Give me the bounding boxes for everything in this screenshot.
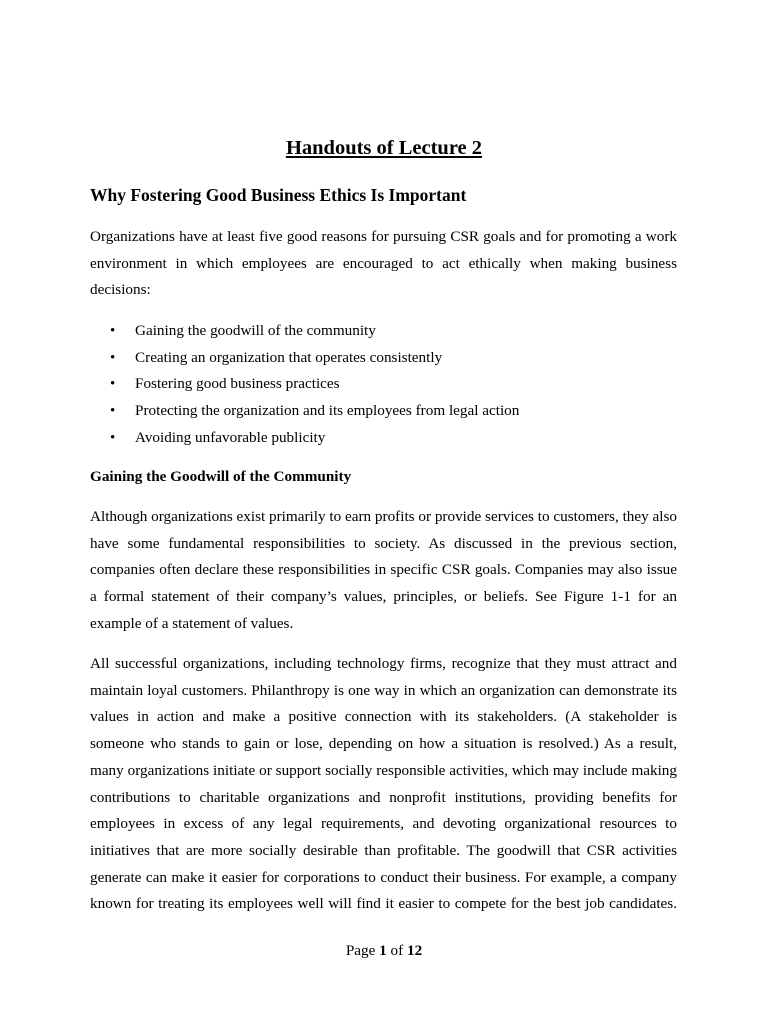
- list-item-text: Avoiding unfavorable publicity: [135, 428, 326, 446]
- page-title: Handouts of Lecture 2: [285, 137, 483, 159]
- page-footer: [0, 941, 768, 961]
- reasons-list: [90, 318, 519, 451]
- list-item: [90, 425, 519, 452]
- body-paragraph: Although organizations exist primarily to earn profits or provide services to customers, they also have some fundamental responsibilities to society. As discussed in the previous section, companies often declare these responsibilities in specific CSR goals. Companies may also issue a formal statement of their company’s values, principles, or beliefs. See Figure 1-1 for an example of a statement of values.: [90, 508, 677, 632]
- list-item: [90, 318, 519, 345]
- bullet-icon: •: [110, 429, 116, 446]
- of-label: of: [390, 942, 404, 959]
- list-item-text: Fostering good business practices: [135, 375, 340, 393]
- body-paragraph: All successful organizations, including technology firms, recognize that they must attract and maintain loyal customers. Philanthropy is one way in which an organization can demonstrate its values in action and make a positive connection with its stakeholders. (A stakeholder is someone who stands to gain or lose, depending on how a situation is resolved.) As a result, many organizations initiate or support socially responsible activities, which may include making contributions to charitable organizations and nonprofit institutions, providing benefits for employees in excess of any legal requirements, and devoting organizational resources to initiatives that are more socially desirable than profitable. The goodwill that CSR activities generate can make it easier for corporations to conduct their business. For example, a company known for treating its employees well will find it easier to compete for the best job candidates.: [90, 655, 677, 913]
- subsection-heading: Gaining the Goodwill of the Community: [90, 468, 352, 485]
- list-item: [90, 371, 519, 398]
- bullet-icon: •: [110, 349, 116, 366]
- section-heading: Why Fostering Good Business Ethics Is Important: [90, 185, 467, 205]
- list-item-text: Creating an organization that operates consistently: [135, 348, 443, 366]
- intro-paragraph: Organizations have at least five good reasons for pursuing CSR goals and for promoting a work environment in which employees are encouraged to act ethically when making business decisions:: [90, 228, 677, 299]
- list-item: [90, 398, 519, 425]
- bullet-icon: •: [110, 376, 116, 393]
- list-item: [90, 345, 519, 372]
- bullet-icon: •: [110, 323, 116, 339]
- page-label: Page: [345, 942, 376, 959]
- list-item-text: Protecting the organization and its employees from legal action: [135, 402, 520, 420]
- total-pages-number: 12: [406, 942, 423, 959]
- current-page-number: 1: [379, 942, 387, 959]
- bullet-icon: •: [110, 403, 116, 420]
- list-item-text: Gaining the goodwill of the community: [135, 322, 376, 339]
